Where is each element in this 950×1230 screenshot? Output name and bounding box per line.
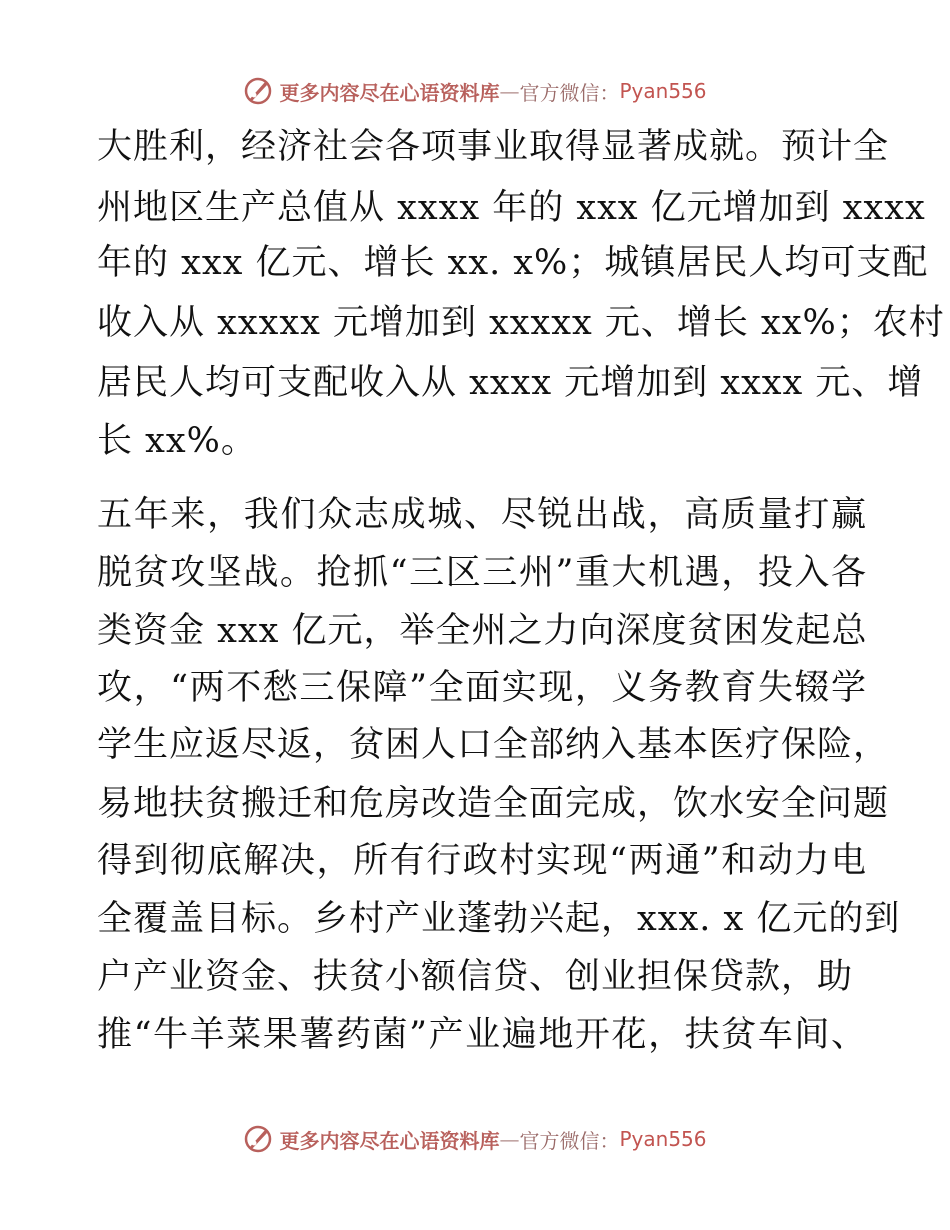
paragraph-line: 收入从 xxxxx 元增加到 xxxxx 元、增长 xx%；农村 [97, 303, 945, 343]
paragraph-line: 脱贫攻坚战。抢抓“三区三州”重大机遇，投入各 [97, 553, 867, 593]
header-banner-text: 更多内容尽在心语资料库 [279, 80, 500, 105]
paragraph-line: 年的 xxx 亿元、增长 xx. x%；城镇居民人均可支配 [97, 243, 929, 283]
paragraph-line: 全覆盖目标。乡村产业蓬勃兴起，xxx. x 亿元的到 [97, 899, 901, 939]
paragraph-line: 得到彻底解决，所有行政村实现“两通”和动力电 [97, 841, 867, 881]
footer-banner-text: 更多内容尽在心语资料库 [279, 1128, 500, 1153]
paragraph-line: 长 xx%。 [97, 421, 257, 461]
header-banner [0, 71, 950, 111]
header-wechat-label: 官方微信： [519, 80, 620, 105]
paragraph-line: 推“牛羊菜果薯药菌”产业遍地开花，扶贫车间、 [97, 1015, 867, 1055]
header-banner-separator: — [499, 79, 520, 103]
paragraph-line: 大胜利，经济社会各项事业取得显著成就。预计全 [97, 127, 890, 167]
paragraph-line: 州地区生产总值从 xxxx 年的 xxx 亿元增加到 xxxx [97, 188, 926, 228]
header-wechat-id: Pyan556 [619, 79, 707, 103]
paragraph-line: 易地扶贫搬迁和危房改造全面完成，饮水安全问题 [97, 784, 890, 824]
paragraph-line: 类资金 xxx 亿元，举全州之力向深度贫困发起总 [97, 611, 868, 651]
footer-wechat-label: 官方微信： [519, 1128, 620, 1153]
footer-wechat-id: Pyan556 [619, 1127, 707, 1151]
paragraph-line: 户产业资金、扶贫小额信贷、创业担保贷款，助 [97, 957, 854, 997]
paragraph-line: 五年来，我们众志成城、尽锐出战，高质量打赢 [97, 495, 867, 535]
footer-banner-separator: — [499, 1127, 520, 1151]
footer-banner [0, 1119, 950, 1159]
quill-logo-icon [243, 76, 273, 106]
quill-logo-icon [243, 1124, 273, 1154]
paragraph-line: 学生应返尽返，贫困人口全部纳入基本医疗保险， [97, 725, 890, 765]
paragraph-line: 居民人均可支配收入从 xxxx 元增加到 xxxx 元、增 [97, 363, 924, 403]
paragraph-line: 攻，“两不愁三保障”全面实现，义务教育失辍学 [97, 668, 867, 708]
